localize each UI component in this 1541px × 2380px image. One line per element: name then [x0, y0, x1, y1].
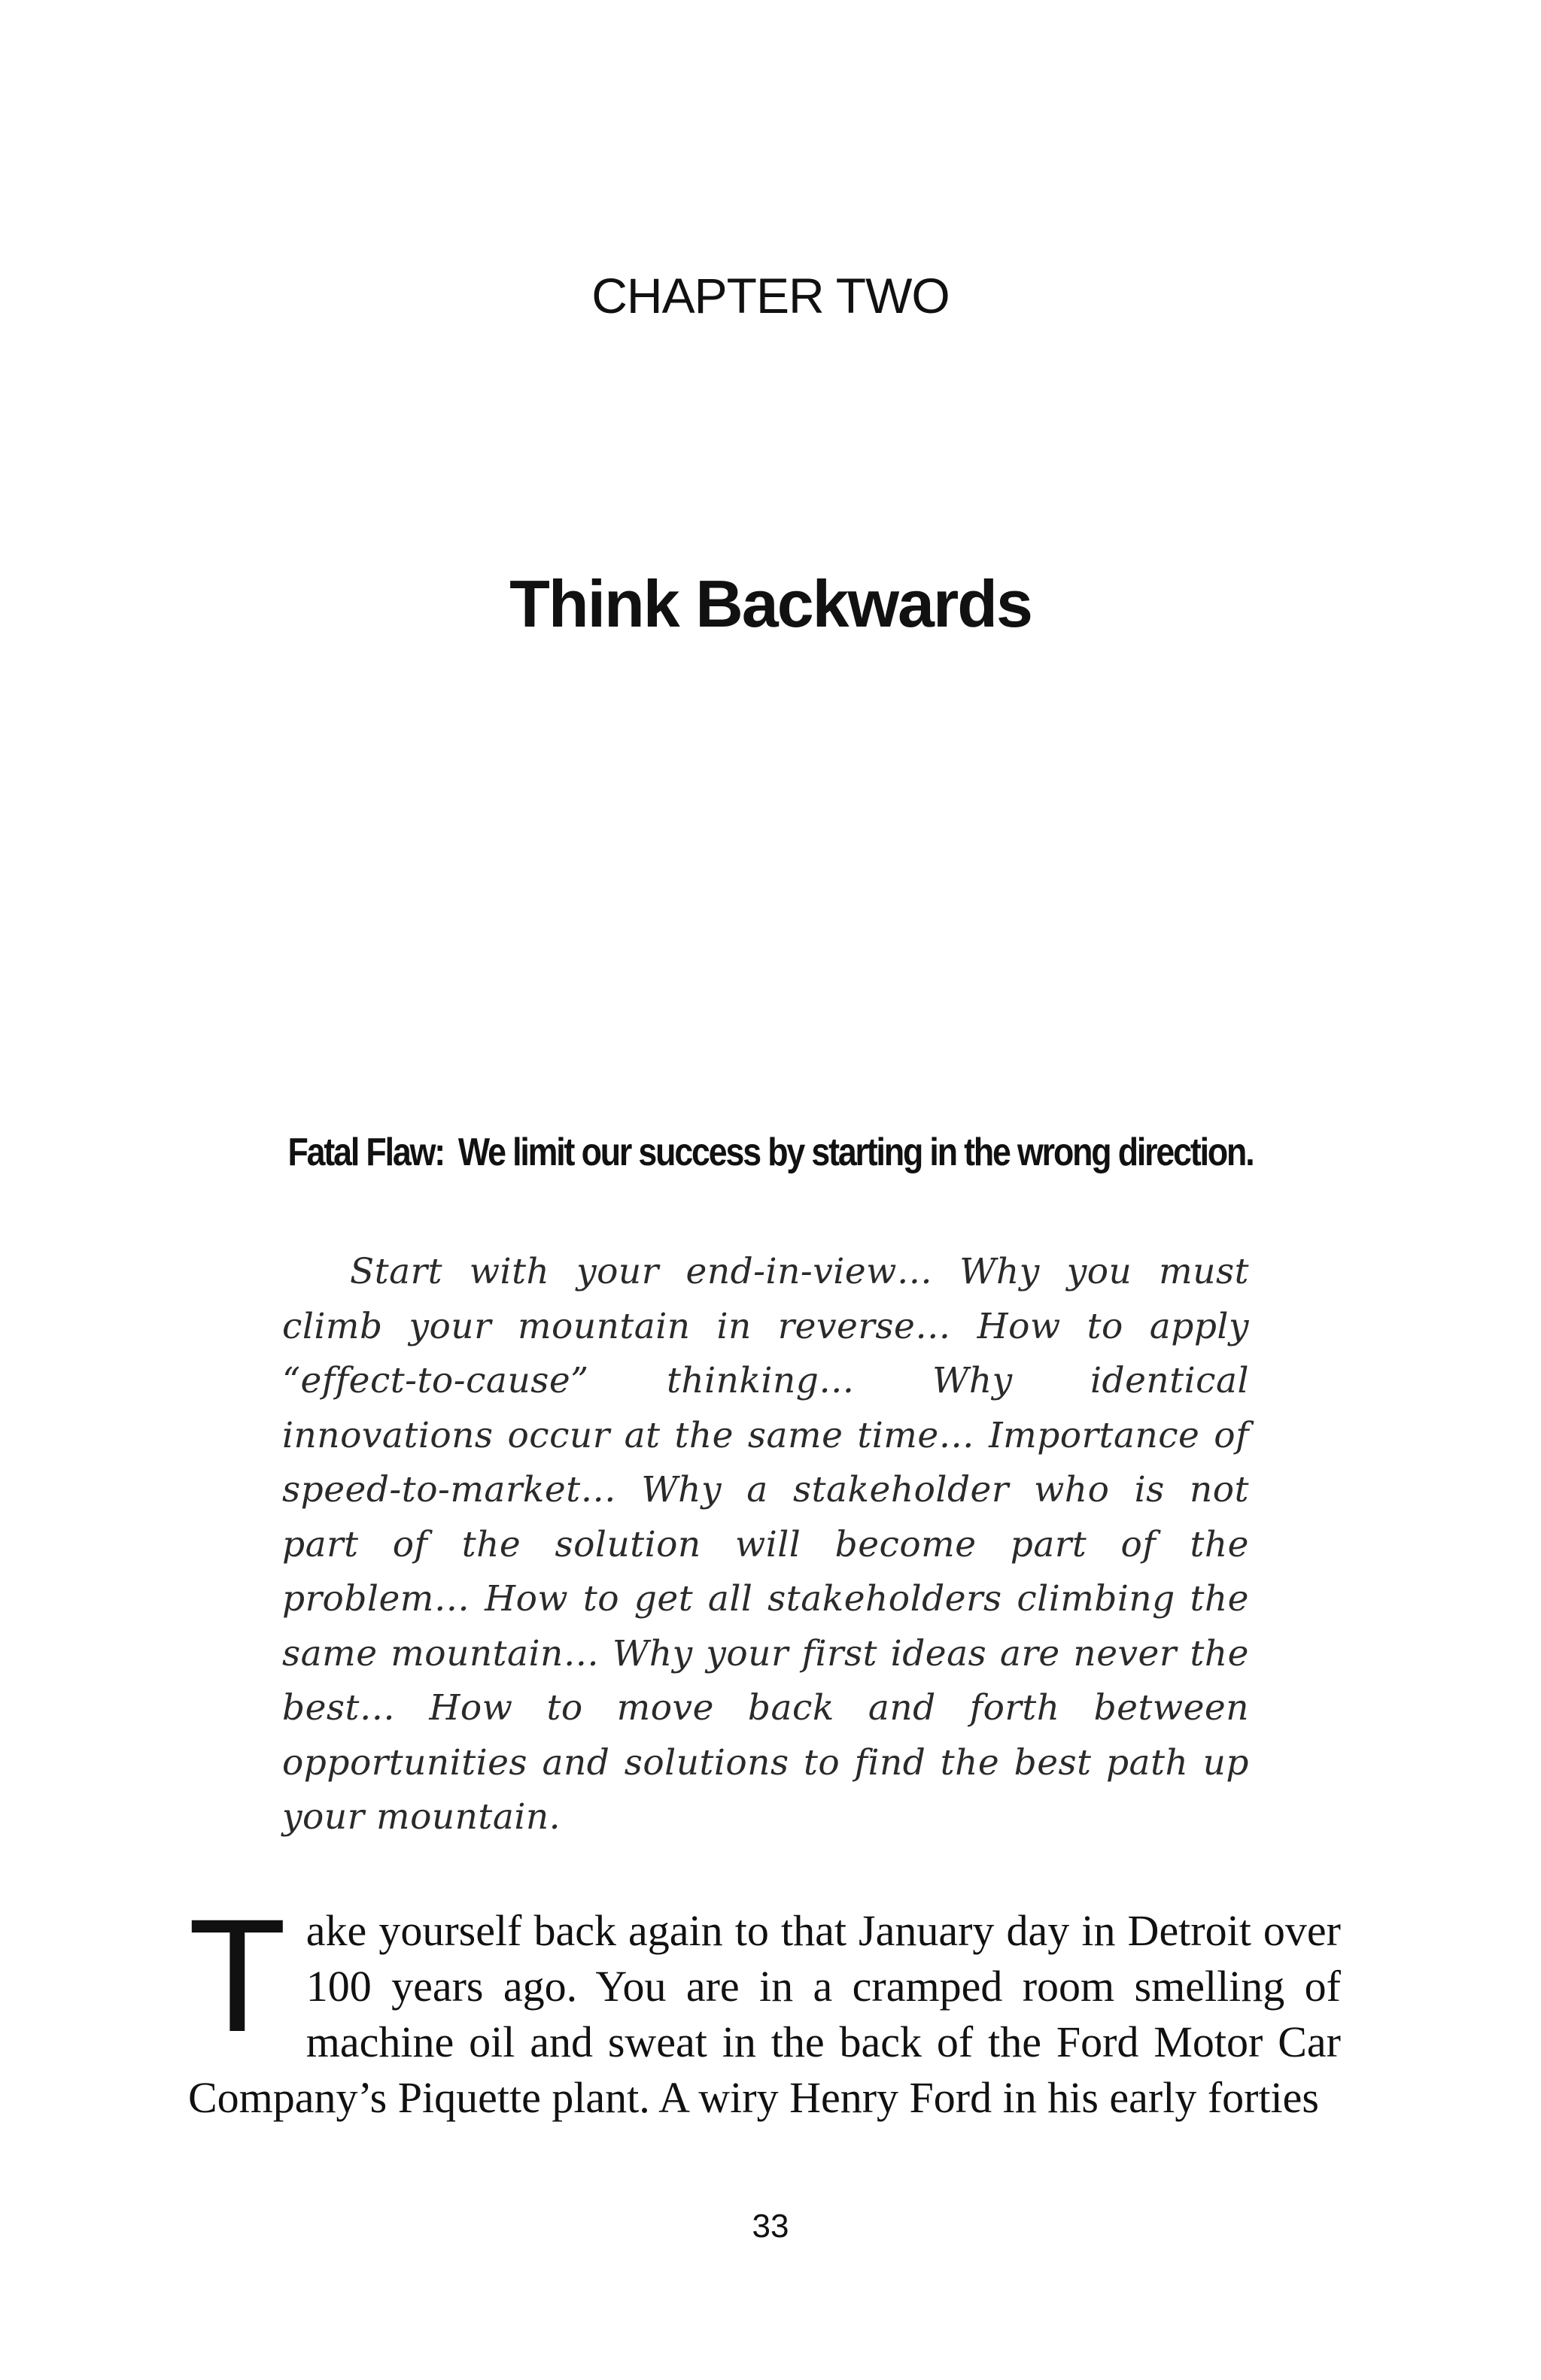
body-paragraph	[188, 1886, 1341, 2126]
chapter-label: CHAPTER TWO	[591, 268, 950, 323]
page-number: 33	[752, 2208, 789, 2245]
chapter-summary: Start with your end-in-view… Why you must climb your mountain in reverse… How to apply “effect-to-cause” thinking… Why identical innovations occur at the same time… Importance of speed-to-market… Why a stakeholder who is not part of the solution will become part of the problem… How to get all stakeholders climbing the same mountain… Why your first ideas are never the best… How to move back and forth between opportunities and solutions to find the best path up your mountain.	[282, 1251, 1249, 1838]
fatal-flaw-text: We limit our success by starting in the wrong direction.	[457, 1131, 1254, 1174]
fatal-flaw-statement	[108, 1130, 1433, 1175]
fatal-flaw-label: Fatal Flaw:	[287, 1131, 444, 1174]
drop-cap: T	[188, 1886, 287, 2066]
chapter-title: Think Backwards	[509, 566, 1032, 641]
body-paragraph-text: ake yourself back again to that January day in Detroit over 100 years ago. You are in a cramped room smelling of machine oil and sweat in the back of the Ford Motor Car Company’s Piquette plant. A wiry Henry Ford in his early forties	[188, 1906, 1341, 2122]
